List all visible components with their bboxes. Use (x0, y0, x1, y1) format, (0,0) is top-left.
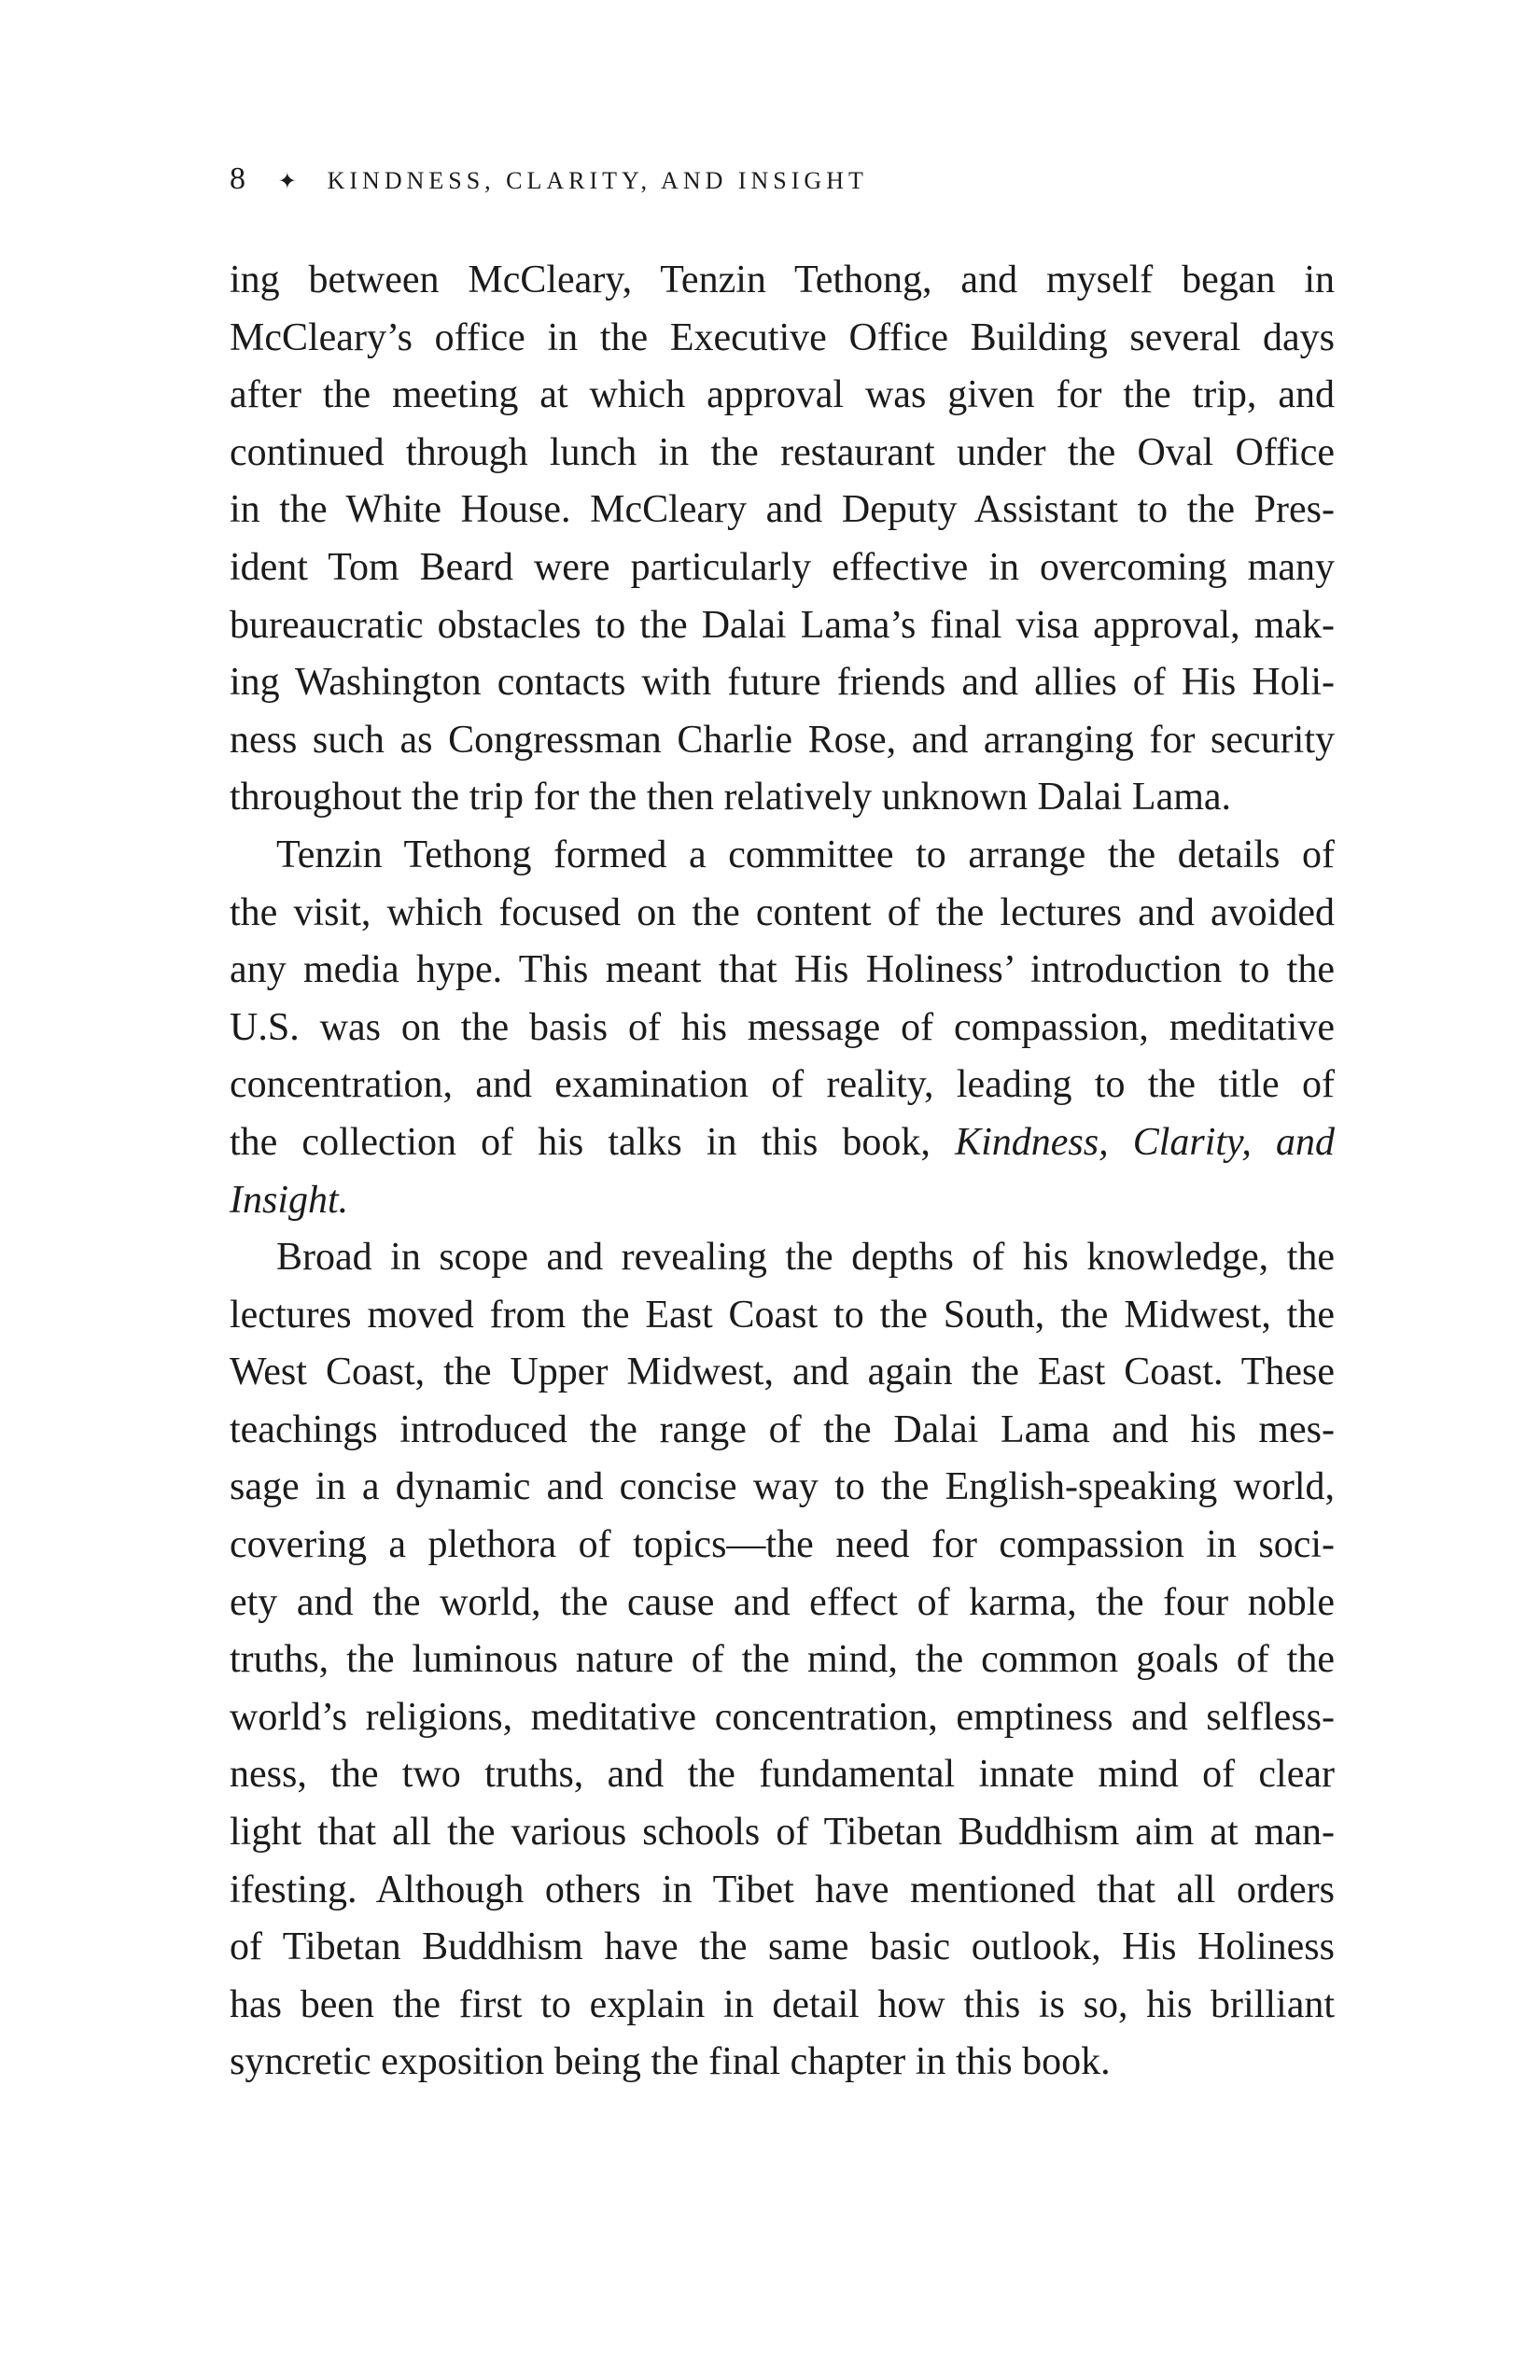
book-title: Insight (230, 1178, 339, 1222)
book-title: Kindness, Clarity, and (955, 1120, 1336, 1164)
text-line: in the White House. McCleary and Deputy Assistant to the Pres- (230, 488, 1335, 532)
text-line: teachings introduced the range of the Dalai Lama and his mes- (230, 1407, 1335, 1451)
text-line: sage in a dynamic and concise way to the English-speaking world, (230, 1465, 1335, 1509)
paragraph-1 (230, 252, 1335, 827)
text-line: the visit, which focused on the content of the lectures and avoided (230, 890, 1335, 934)
text-line: ing Washington contacts with future friends and allies of His Holi- (230, 661, 1335, 705)
ornament-icon: ✦ (277, 170, 297, 194)
text-line: ident Tom Beard were particularly effective in overcoming many (230, 545, 1335, 589)
text-line: continued through lunch in the restaurant under the Oval Office (230, 430, 1335, 474)
text-line: lectures moved from the East Coast to the South, the Midwest, the (230, 1293, 1335, 1337)
body-text (230, 252, 1335, 2092)
text-line: bureaucratic obstacles to the Dalai Lama’s final visa approval, mak- (230, 603, 1335, 647)
text-line: any media hype. This meant that His Holiness’ introduction to the (230, 948, 1335, 992)
text-line: ifesting. Although others in Tibet have mentioned that all orders (230, 1868, 1335, 1911)
text-line: truths, the luminous nature of the mind, the common goals of the (230, 1638, 1335, 1682)
text-line: ing between McCleary, Tenzin Tethong, and myself began in (230, 259, 1335, 301)
text-run: the collection of his talks in this book, (230, 1120, 931, 1164)
text-line: world’s religions, meditative concentration, emptiness and selfless- (230, 1695, 1335, 1739)
running-head (230, 161, 868, 201)
paragraph-2 (230, 827, 1335, 1229)
text-line: after the meeting at which approval was given for the trip, and (230, 373, 1335, 417)
text-line: Tenzin Tethong formed a committee to arrange the details of (276, 833, 1335, 876)
text-line: concentration, and examination of reality, leading to the title of (230, 1063, 1335, 1107)
text-line: covering a plethora of topics—the need for compassion in soci- (230, 1523, 1335, 1567)
text-line (230, 1172, 1335, 1230)
running-head-title: KINDNESS, CLARITY, AND INSIGHT (327, 167, 868, 194)
text-line: of Tibetan Buddhism have the same basic outlook, His Holiness (230, 1925, 1335, 1969)
text-line: light that all the various schools of Tibetan Buddhism aim at man- (230, 1811, 1335, 1855)
text-line: McCleary’s office in the Executive Office Building several days (230, 315, 1335, 359)
paragraph-3 (230, 1229, 1335, 2092)
text-line: West Coast, the Upper Midwest, and again the East Coast. These (230, 1351, 1335, 1394)
text-run: . (338, 1178, 349, 1222)
page-number: 8 (230, 161, 245, 196)
text-line (230, 1114, 1335, 1172)
text-line: U.S. was on the basis of his message of compassion, meditative (230, 1005, 1335, 1049)
text-line: has been the first to explain in detail how this is so, his brilliant (230, 1982, 1335, 2026)
text-line: syncretic exposition being the final chapter in this book. (230, 2040, 1111, 2084)
text-line: throughout the trip for the then relatively unknown Dalai Lama. (230, 776, 1232, 819)
text-line: ness, the two truths, and the fundamental innate mind of clear (230, 1753, 1335, 1797)
text-line: ety and the world, the cause and effect of karma, the four noble (230, 1580, 1335, 1624)
text-line: Broad in scope and revealing the depths of his knowledge, the (276, 1236, 1335, 1280)
text-line: ness such as Congressman Charlie Rose, and arranging for security (230, 718, 1335, 762)
